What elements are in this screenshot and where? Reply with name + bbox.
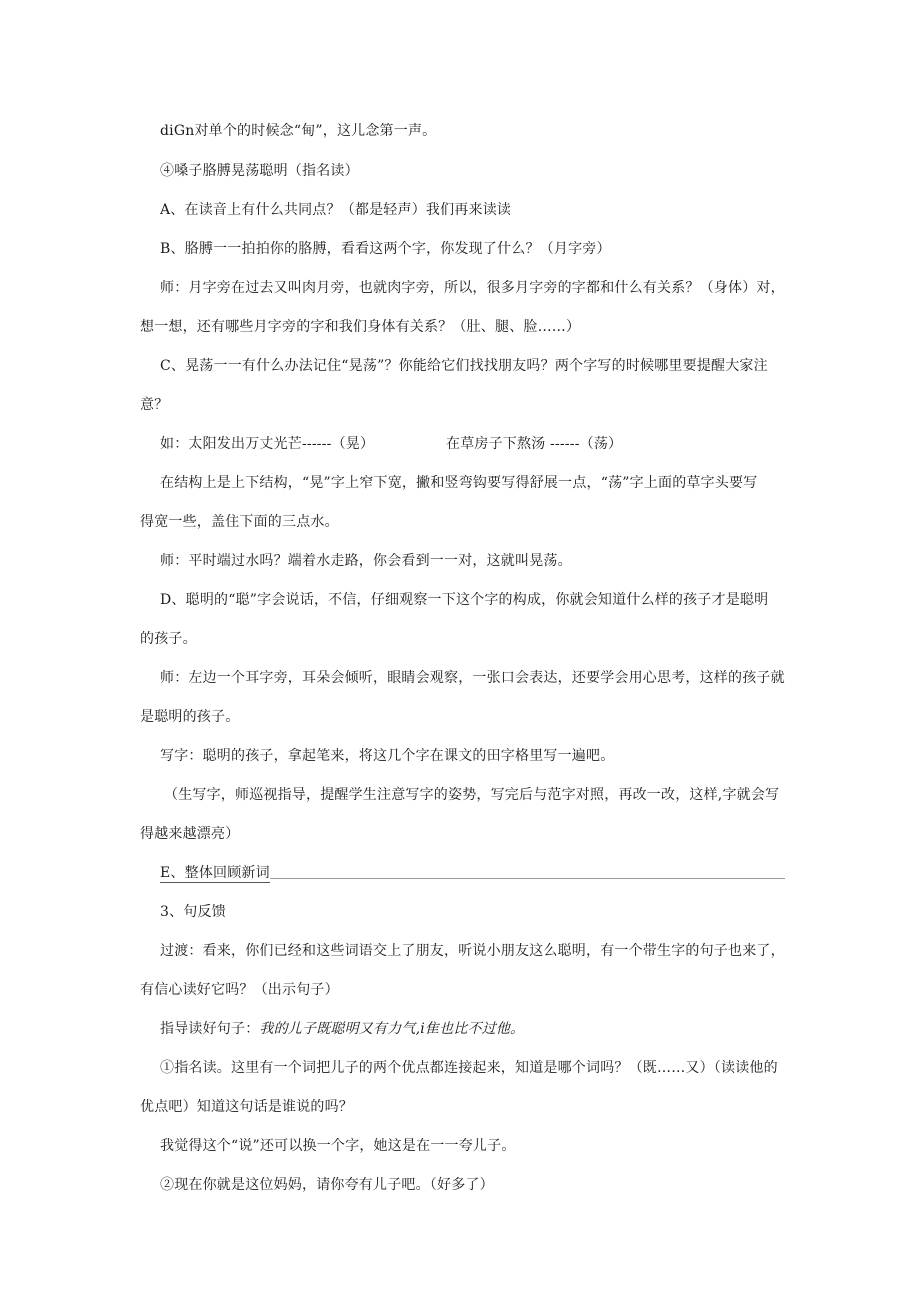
paragraph-guided-reading bbox=[160, 1022, 810, 1036]
paragraph-teacher-1-line1: 师：月字旁在过去又叫肉月旁，也就肉字旁，所以，很多月字旁的字都和什么有关系？（身体）对， bbox=[160, 280, 785, 296]
paragraph-d-line2: 的孩子。 bbox=[140, 631, 197, 647]
paragraph-example-1: 如：太阳发出万丈光芒------（晃） bbox=[160, 436, 375, 452]
paragraph-word-list: ④嗓子胳膊晃荡聪明（指名读） bbox=[160, 163, 359, 179]
paragraph-step-1-line1: ①指名读。这里有一个词把儿子的两个优点都连接起来，知道是哪个词吗？（既……又）（读读他的 bbox=[160, 1060, 778, 1076]
paragraph-example-2: 在草房子下熬汤 ------（荡） bbox=[446, 436, 623, 452]
paragraph-d-line1: D、聪明的“聪”字会说话，不信，仔细观察一下这个字的构成，你就会知道什么样的孩子才是聪明 bbox=[160, 592, 769, 608]
paragraph-transition-line1: 过渡：看来，你们已经和这些词语交上了朋友，听说小朋友这么聪明，有一个带生字的句子也来了， bbox=[160, 943, 785, 959]
paragraph-teacher-3-line2: 是聪明的孩子。 bbox=[140, 709, 240, 725]
paragraph-step-1-line2: 优点吧）知道这句话是谁说的吗？ bbox=[140, 1099, 353, 1115]
paragraph-teacher-1-line2: 想一想，还有哪些月字旁的字和我们身体有关系？（肚、腿、脸……） bbox=[140, 319, 581, 335]
paragraph-b: B、胳膊一一拍拍你的胳膊，看看这两个字，你发现了什么？（月字旁） bbox=[160, 241, 611, 257]
paragraph-writing: 写字：聪明的孩子，拿起笔来，将这几个字在课文的田字格里写一遍吧。 bbox=[160, 748, 615, 764]
paragraph-say-word: 我觉得这个“说”还可以换一个字，她这是在一一夸儿子。 bbox=[160, 1138, 516, 1154]
section-heading-sentence-feedback: 3、句反馈 bbox=[160, 904, 226, 920]
paragraph-e-text: E、整体回顾新词 bbox=[160, 865, 270, 881]
paragraph-transition-line2: 有信心读好它吗？（出示句子） bbox=[140, 982, 339, 998]
paragraph-practice-line2: 得越来越漂亮） bbox=[140, 826, 240, 842]
paragraph-step-2: ②现在你就是这位妈妈，请你夸有儿子吧。（好多了） bbox=[160, 1177, 494, 1193]
guided-reading-sentence: 我的儿子既聪明又有力气,i隹也比不过他。 bbox=[259, 1021, 525, 1037]
paragraph-structure-line2: 得宽一些，盖住下面的三点水。 bbox=[140, 514, 339, 530]
paragraph-teacher-2: 师：平时端过水吗？端着水走路，你会看到一一对，这就叫晃荡。 bbox=[160, 553, 572, 569]
paragraph-a: A、在读音上有什么共同点？（都是轻声）我们再来读读 bbox=[160, 202, 512, 218]
horizontal-rule bbox=[270, 878, 785, 879]
paragraph-teacher-3-line1: 师：左边一个耳字旁，耳朵会倾听，眼睛会观察，一张口会表达，还要学会用心思考，这样的孩子就 bbox=[160, 670, 785, 686]
guided-reading-label: 指导读好句子： bbox=[160, 1021, 260, 1037]
paragraph-c-line1: C、晃荡一一有什么办法记住“晃荡”？你能给它们找找朋友吗？两个字写的时候哪里要提醒大家注 bbox=[160, 358, 768, 374]
paragraph-pronunciation-note: diGn对单个的时候念“甸”，这儿念第一声。 bbox=[160, 123, 437, 139]
paragraph-c-line2: 意？ bbox=[140, 397, 169, 413]
paragraph-structure-line1: 在结构上是上下结构，“晃”字上窄下宽，撇和竖弯钩要写得舒展一点，“荡”字上面的草字头要写 bbox=[160, 475, 758, 491]
paragraph-practice-line1: （生写字，师巡视指导，提醒学生注意写字的姿势，写完后与范字对照，再改一改，这样,字就会写 bbox=[164, 787, 780, 803]
